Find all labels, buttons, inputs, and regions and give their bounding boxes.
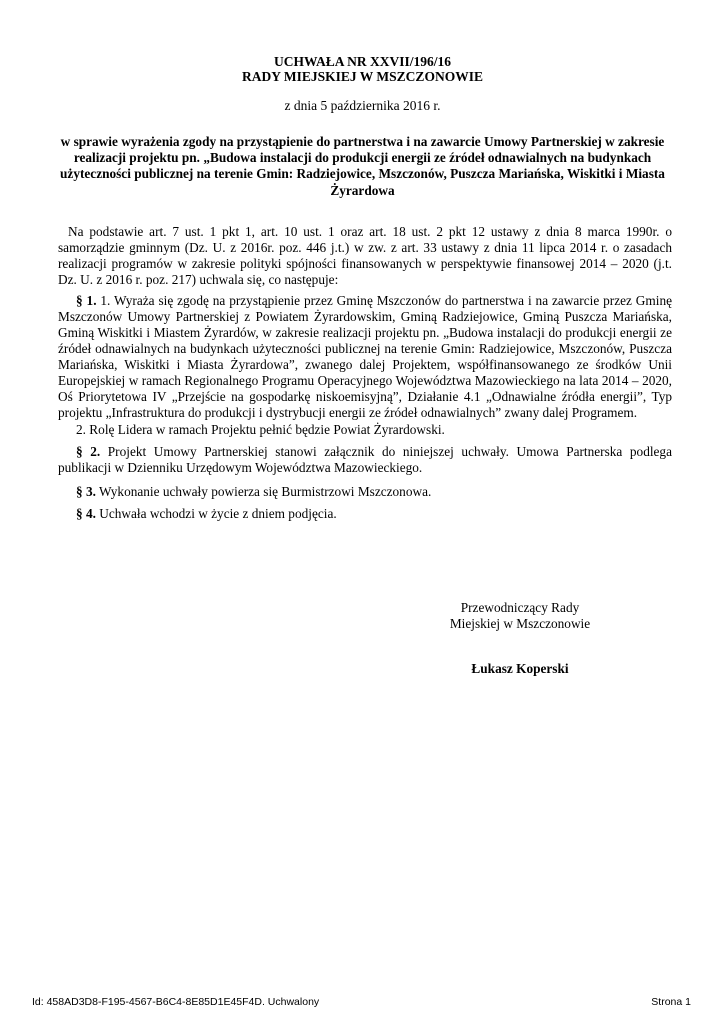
signatory-role-line-1: Przewodniczący Rady — [460, 600, 580, 615]
resolution-number: UCHWAŁA NR XXVII/196/16 — [273, 54, 452, 69]
footer-document-id: Id: 458AD3D8-F195-4567-B6C4-8E85D1E45F4D. Uchwalony — [32, 996, 320, 1008]
section-2-text: Projekt Umowy Partnerskiej stanowi załącznik do niniejszej uchwały. Umowa Partnerska podlega publikacji w Dzienniku Urzędowym Województwa Mazowieckiego. — [58, 444, 672, 475]
resolution-date: z dnia 5 października 2016 r. — [284, 98, 441, 113]
section-1-point-2 — [58, 422, 672, 438]
section-1-mark: § 1. — [76, 293, 97, 308]
section-3 — [58, 484, 672, 500]
section-1 — [58, 293, 672, 421]
resolution-subject: w sprawie wyrażenia zgody na przystąpienie do partnerstwa i na zawarcie Umowy Partnerskiej w zakresie realizacji projektu pn. „Budowa instalacji do produkcji energii ze źródeł odnawialnych na budynkach użyteczności publicznej na terenie Gmin: Radziejowice, Mszczonów, Puszcza Mariańska, Wiskitki i Miasta Żyrardowa — [60, 134, 665, 198]
section-4 — [58, 506, 672, 522]
section-1-text: 1. Wyraża się zgodę na przystąpienie przez Gminę Mszczonów do partnerstwa i na zawarcie przez Gminę Mszczonów Umowy Partnerskiej z Powiatem Żyrardowskim, Gminą Radziejowice, Gminą Puszcza Mariańska, Gminą Wiskitki i Miastem Żyrardów, w zakresie realizacji projektu pn. „Budowa instalacji do produkcji energii ze źródeł odnawialnych na budynkach użyteczności publicznej na terenie Gmin: Radziejowice, Mszczonów, Puszcza Mariańska, Wiskitki i Miasta Żyrardowa”, zwanego dalej Projektem, współfinansowanego ze środków Unii Europejskiej w ramach Regionalnego Programu Operacyjnego Województwa Mazowieckiego na lata 2014 – 2020, Oś Priorytetowa IV „Przejście na gospodarkę niskoemisyjną”, Działanie 4.1 „Odnawialne źródła energii”, Typ projektu „Infrastruktura do produkcji i dystrybucji energii ze źródeł odnawialnych” zwany dalej Programem. — [58, 293, 672, 420]
signatory-name: Łukasz Koperski — [471, 661, 569, 676]
section-1-point-2-text: 2. Rolę Lidera w ramach Projektu pełnić będzie Powiat Żyrardowski. — [76, 422, 445, 437]
section-2 — [58, 444, 672, 476]
section-4-text: Uchwała wchodzi w życie z dniem podjęcia. — [95, 506, 337, 521]
footer-page-number: Strona 1 — [651, 996, 691, 1008]
preamble: Na podstawie art. 7 ust. 1 pkt 1, art. 10 ust. 1 oraz art. 18 ust. 2 pkt 12 ustawy z dnia 8 marca 1990r. o samorządzie gminnym (Dz. U. z 2016r. poz. 446 j.t.) w zw. z art. 33 ustawy z dnia 11 lipca 2014 r. o zasadach realizacji programów w zakresie polityki spójności finansowanych w perspektywie finansowej 2014 – 2020 (j.t. Dz. U. z 2016 r. poz. 217) uchwala się, co następuje: — [58, 224, 672, 287]
section-2-mark: § 2. — [76, 444, 101, 459]
signatory-role-line-2: Miejskiej w Mszczonowie — [449, 616, 591, 631]
council-name: RADY MIEJSKIEJ W MSZCZONOWIE — [242, 69, 483, 84]
section-4-mark: § 4. — [76, 506, 96, 521]
section-3-mark: § 3. — [76, 484, 96, 499]
section-3-text: Wykonanie uchwały powierza się Burmistrzowi Mszczonowa. — [95, 484, 432, 499]
